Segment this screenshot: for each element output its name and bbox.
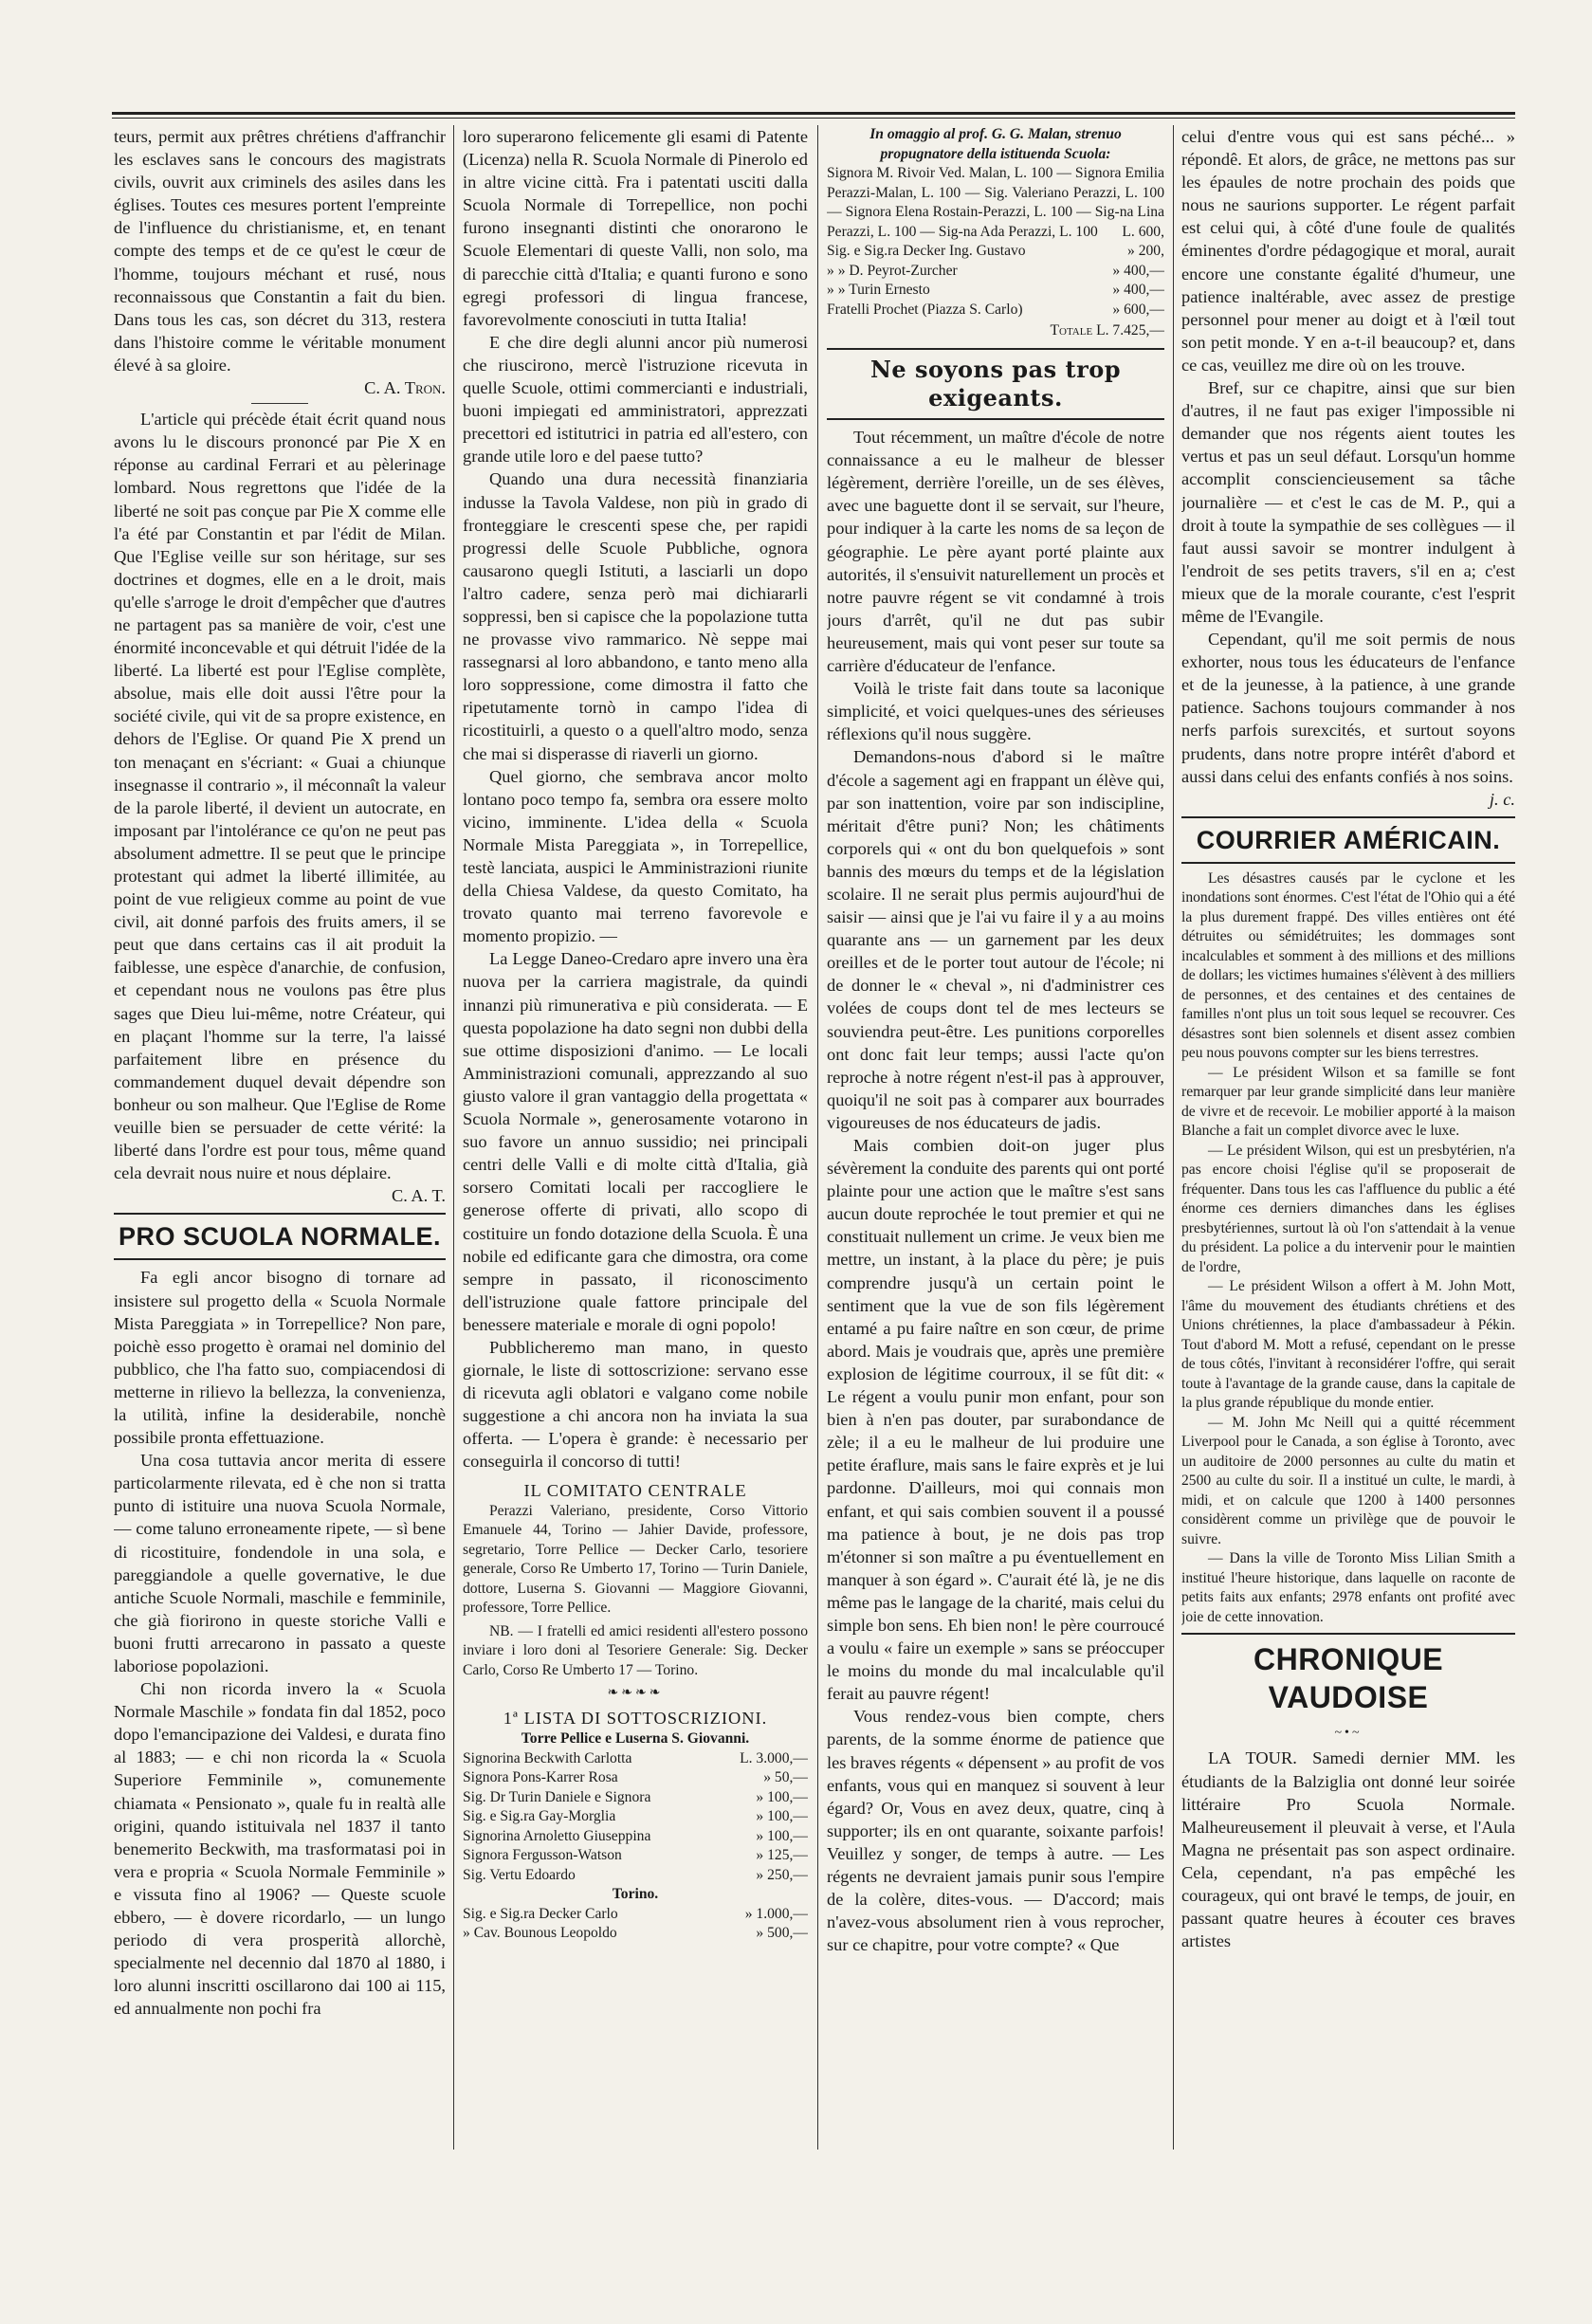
column-rule-3 — [1173, 125, 1174, 2150]
paragraph: LA TOUR. Samedi dernier MM. les étudiants de la Balziglia ont donné leur soirée littéraire Pro Scuola Normale. Malheureusement il pleuvait à verse, et l'Aula Magna ne présentait pas son aspect ordinaire. Cela, cependant, n'a pas empêché les courageux, qui ont bravé le temps, de jouir, en passant quatre heures à écouter ces braves artistes — [1181, 1748, 1515, 1951]
committee-title: IL COMITATO CENTRALE — [523, 1480, 747, 1500]
list-entry: Fratelli Prochet (Piazza S. Carlo) — [827, 301, 1023, 318]
list-subtitle: Torino. — [612, 1886, 659, 1903]
list-row — [463, 1924, 808, 1944]
list-row — [463, 1768, 808, 1788]
list-amount: L. 600, — [1122, 223, 1164, 240]
list-row — [463, 1846, 808, 1866]
list-row — [827, 281, 1164, 301]
paragraph: Una cosa tuttavia ancor merita di essere particolarmente rilevata, ed è che non si tratta punto di istituire una nuova Scuola Normale, — come taluno erroneamente ripete, — sì bene di ricostituire, fondendole in una sola, e pareggiandole a quelle governative, le due antiche Scuole Normali, maschile e femminile, che già fiorirono in queste storiche Valli e buoni frutti arrecarono in passato a queste laboriose popolazioni. — [114, 1451, 446, 1675]
paragraph: Mais combien doit-on juger plus sévèrement la conduite des parents qui ont porté plainte pour une action que le maître s'est sans aucun doute reprochée le tout premier et qui ne constituait nullement un crime. Je veux bien me mettre, un instant, à la place du père; je puis comprendre jusqu'à un certain point le sentiment que la vue de son fils légèrement entamé a pu faire naître en son cœur, de prime abord. Mais je voudrais que, après une première explosion de légitime courroux, il se fût dit: « Le régent a voulu punir mon enfant, pour son bien à n'en pas douter, par surabondance de zèle; il a eu le malheur de lui produire une petite éraflure, mais sans le faire exprès et je lui pardonne. D'ailleurs, moi qui connais mon enfant, et qui sais combien souvent il a poussé ma patience à bout, je ne dois pas trop m'étonner si son maître a pu éventuellement en manquer à son égard ». C'aurait été là, je ne dis même pas le langage de la charité, mais celui du simple bon sens. Eh bien non! le père courroucé a voulu « faire un exemple » sans se préoccuper le moins du monde du mal incalculable qu'il ferait au pauvre régent! — [827, 1136, 1164, 1704]
article-constantin-end: teurs, permit aux prêtres chrétiens d'affranchir les esclaves sans le concours des magistrats civils, ouvrit aux criminels des asiles dans les églises. Toutes ces mesures portent l'empreinte de l'influence du christianisme, et, en tenant compte des temps et de ce qu'est le cœur de l'homme, toujours méchant et rusé, nous reconnaissous que Constantin a fait du bien. Dans tous les cas, son décret du 313, restera dans l'histoire comme le véritable monument élevé à sa gloire. — [114, 127, 446, 375]
paragraph: La Legge Daneo-Credaro apre invero una èra nuova per la carriera magistrale, da quindi innanzi più rimunerativa e più considerata. — E questa popolazione ha dato segni non dubbi della sue ottime disposizioni d'animo. — Le locali Amministrazioni comunali, apprezzando al suo giusto valore il gran vantaggio della progettata « Scuola Normale », generosamente votarono in suo favore un annuo sussidio; nei principali centri delle Valli e di molte città d'Italia, già sorsero Comitati locali per raccogliere le generose offerte di privati, allo scopo di costituire un fondo dotazione della Scuola. È una nobile ed edificante gara che dimostra, ora come sempre in passato, il riconoscimento dell'istruzione quale fattore principale del benessere materiale e morale di ogni popolo! — [463, 949, 808, 1334]
heading-ne-soyons-pas: Ne soyons pas trop exigeants. — [869, 356, 1122, 412]
paragraph: loro superarono felicemente gli esami di Patente (Licenza) nella R. Scuola Normale di Pinerolo ed in altre vicine città. Fra i patentati usciti dalla Scuola Normale di Torrepellice, non pochi furono insegnanti distinti che onorarono le Scuole Elementari di queste Valli, non solo, ma di parecchie città d'Italia; e quanti furono e sono egregi professori di lingua francese, favorevolmente conosciuti in tutta Italia! — [463, 127, 808, 329]
subscription-list-2 — [463, 1905, 808, 1944]
paragraph: Tout récemment, un maître d'école de notre connaissance a eu le malheur de blesser légèrement, derrière l'oreille, un de ses élèves, avec une baguette dont il se servait, sur l'heure, pour indiquer à la carte les noms de sa leçon de géographie. Le père ayant porté plainte aux autorités, il s'ensuivit naturellement un procès et notre pauvre régent se vit condamné à trois jours d'arrêt, qu'il ne dut pas subir heureusement, mais qui vont peser sur toute sa carrière d'éducateur de l'enfance. — [827, 428, 1164, 676]
paragraph: Pubblicheremo man mano, in questo giornale, le liste di sottoscrizione: servano esse di ricevuta agli oblatori e valgano come nobile suggestione a chi ancora non ha inviata la sua offerta. — L'opera è grande: è necessario per conseguirla il concorso di tutti! — [463, 1337, 808, 1472]
heading-courrier-americain: COURRIER AMÉRICAIN. — [1196, 825, 1501, 854]
list-entry: Sig. Vertu Edoardo — [463, 1866, 576, 1883]
list-entry: Signorina Arnoletto Giuseppina — [463, 1827, 651, 1844]
list-amount: » 400,— — [1112, 282, 1164, 298]
list-row — [463, 1749, 808, 1769]
list-amount: » 125,— — [756, 1847, 808, 1864]
signature: C. A. Tron. — [364, 378, 446, 398]
heading-chronique-vaudoise: CHRONIQUE VAUDOISE — [1253, 1642, 1444, 1715]
divider — [114, 1213, 446, 1215]
list-entry: Signora Fergusson-Watson — [463, 1847, 622, 1864]
paragraph: Vous rendez-vous bien compte, chers parents, de la somme énorme de patience que les braves régents « dépensent » au profit de vos enfants, vous qui en manquez si souvent à leur égard? Or, Vous en avez deux, quatre, cinq à supporter; ils en ont quarante, soixante parfois! Veuillez y songer, de temps à autre. — Les régents ne devraient jamais punir sous l'empire de la colère, dites-vous. — D'accord; mais n'avez-vous absolument rien à vous reprocher, sur ce chapitre, pour votre compte? « Que — [827, 1707, 1164, 1955]
column-1 — [114, 125, 446, 2154]
article-pie-x: L'article qui précède était écrit quand nous avons lu le discours prononcé par Pie X en réponse au cardinal Ferrari et au pèlerinage lombard. Nous regrettons que l'idée de la liberté ne soit pas conçue par Pie X comme elle l'a été par Constantin et par l'édit de Milan. Que l'Eglise veille sur son héritage, sur ses doctrines et dogmes, elle en a le droit, mais qu'elle s'arroge le droit d'empêcher que d'autres ne partagent pas sa manière de voir, c'est une énormité inconcevable et qui détruit l'idée de la liberté. La liberté est pour l'Eglise complète, absolue, mais elle doit aussi l'être pour la société civile, qui vit de sa propre existence, en dehors de l'Eglise. Or quand Pie X prend un ton menaçant en s'écriant: « Guai a chiunque insegnasse il contrario », il méconnaît la valeur de la parole liberté, il devient un autocrate, en imposant par l'intolérance ce qu'on ne peut pas absolument admettre. Il se peut que le principe protestant qui admet la liberté illimitée, au point de vue religieux comme au point de vue civil, ait donné parfois des fruits amers, il se peut que dans certains cas il ait produit la faiblesse, une espèce d'anarchie, de confusion, et cependant nous ne voulons pas être plus sages que Dieu lui-même, notre Créateur, qui en plaçant l'homme sur la terre, l'a laissé parfaitement libre en présence du commandement duquel devait dépendre son bonheur ou son malheur. Que l'Eglise de Rome veuille bien se persuader de cette vérité: la liberté dans l'ordre est pour tous, même quand cela devrait nous nuire et nous déplaire. — [114, 410, 446, 1183]
list-entry: » » D. Peyrot-Zurcher — [827, 262, 958, 279]
list-row — [827, 301, 1164, 320]
column-3 — [827, 125, 1164, 2154]
committee-members: Perazzi Valeriano, presidente, Corso Vittorio Emanuele 44, Torino — Jahier Davide, professore, segretario, Torre Pellice — Decker Carlo, tesoriere generale, Corso Re Umberto 17, Torino — Turin Daniele, dottore, Luserna S. Giovanni — Maggiore Giovanni, professore, Torre Pellice. — [463, 1502, 808, 1617]
list-row — [463, 1807, 808, 1827]
paragraph: Demandons-nous d'abord si le maître d'école a sagement agi en frappant un élève qui, par son inattention, voire par son indiscipline, méritait d'être puni? Non; les châtiments corporels qui « ont du bon quelquefois » sont bannis des mœurs du temps et de la législation scolaire. Il ne serait plus permis aujourd'hui de saisir — ainsi que je l'ai vu faire il y a au moins quarante ans — un garnement par les deux oreilles et de le porter tout autour de l'école; ni de donner le « cheval », ni d'administrer ces volées de coups dont tel de mes lecteurs se souviendra peut-être. Les punitions corporelles ont donc fait leur temps; aussi l'acte qu'on reproche à notre régent n'est-il pas à approuver, quoiqu'il ne soit pas à comparer aux bourrades vigoureuses de nos éducateurs de jadis. — [827, 747, 1164, 1132]
paragraph: Quel giorno, che sembrava ancor molto lontano poco tempo fa, sembra ora essere molto vicino, imminente. L'idea della « Scuola Normale Mista Pareggiata », in Torrepellice, testè lanciata, auspici le Amministrazioni riunite della Chiesa Valdese, da questo Comitato, ha trovato quanto mai terreno favorevole e momento propizio. — — [463, 766, 808, 946]
list-subtitle: Torre Pellice e Luserna S. Giovanni. — [521, 1730, 750, 1748]
paragraph: Voilà le triste fait dans toute sa laconique simplicité, et voici quelques-unes des sérieuses réflexions qu'il nous suggère. — [827, 679, 1164, 744]
paragraph: Cependant, qu'il me soit permis de nous exhorter, nous tous les éducateurs de l'enfance et de la jeunesse, à la patience, à une grande patience. Sachons toujours commander à nos nerfs parfois surexcités, et surtout soyons prudents, dans notre propre intérêt d'abord et aussi dans celui des enfants confiés à nos soins. — [1181, 630, 1515, 786]
list-entry: Signora M. Rivoir Ved. Malan, L. 100 — Signora Emilia Perazzi-Malan, L. 100 — Sig. Valeriano Perazzi, L. 100 — Signora Elena Rostain-Perazzi, L. 100 — Sig-na Lina Perazzi, L. 100 — Sig-na Ada Perazzi, L. 100 — [827, 165, 1164, 240]
paragraph: celui d'entre vous qui est sans péché... » répondê. Et alors, de grâce, ne mettons pas sur les épaules de notre prochain des poids que nous ne saurions supporter. Le régent parfait est celui qui, à côté d'une foule de qualités éminentes d'ordre pédagogique et moral, aurait encore une constante égalité d'humeur, une patience inaltérable, avec assez de prestige personnel pour mener au doigt et à l'œil tout son petit monde. Y en a-t-il beaucoup? et, dans ce cas, veuillez me dire où on les trouve. — [1181, 127, 1515, 375]
nota-bene: NB. — I fratelli ed amici residenti all'estero possono inviare i loro doni al Tesoriere Generale: Sig. Decker Carlo, Corso Re Umberto 17 — Torino. — [463, 1622, 808, 1678]
list-total: Totale L. 7.425,— — [1050, 322, 1164, 339]
list-entry: Sig. e Sig.ra Gay-Morglia — [463, 1808, 616, 1825]
list-entry: Signora Pons-Karrer Rosa — [463, 1769, 618, 1786]
list-entry: Sig. e Sig.ra Decker Ing. Gustavo — [827, 243, 1026, 259]
list-entry: Sig. e Sig.ra Decker Carlo — [463, 1905, 618, 1922]
paragraph: Bref, sur ce chapitre, ainsi que sur bien d'autres, il ne faut pas exiger l'impossible ni demander que nos régents aient toutes les vertus et pas un seul défaut. Lorsqu'un homme accomplit consciencieusement sa tâche journalière — et c'est le cas de M. P., qui a droit à toute la sympathie de ses collègues — il faut aussi savoir se montrer indulgent à l'endroit de ses petits travers, s'il en a; c'est mieux que de la morale courante, c'est l'esprit même de l'Evangile. — [1181, 378, 1515, 626]
list-entry: Signorina Beckwith Carlotta — [463, 1749, 632, 1766]
list-row — [463, 1905, 808, 1925]
divider — [251, 403, 308, 404]
divider — [827, 418, 1164, 420]
list-entry: » Cav. Bounous Leopoldo — [463, 1925, 617, 1942]
list-amount: L. 3.000,— — [740, 1749, 808, 1766]
list-title: 1ª LISTA DI SOTTOSCRIZIONI. — [503, 1709, 768, 1729]
subscription-list-3-text — [827, 164, 1164, 242]
heading-pro-scuola-normale: PRO SCUOLA NORMALE. — [119, 1222, 441, 1252]
list-amount: » 500,— — [756, 1925, 808, 1942]
list-amount: » 100,— — [756, 1827, 808, 1844]
signature: C. A. T. — [391, 1186, 446, 1206]
list-row — [463, 1788, 808, 1808]
paragraph: Les désastres causés par le cyclone et les inondations sont énormes. C'est l'état de l'Ohio qui a été la plus durement frappé. Des villes entières ont été détruites ou sémidétruites; les dommages sont incalculables et somment à des millions et des millions de dollars; les victimes humaines s'élèvent à des milliers de personnes, et des centaines et des centaines de familles n'ont plus un toit sous lequel se recouvrer. Ces désastres sont bien solennels et disent assez combien peu nous pouvons compter sur les biens terrestres. — [1181, 869, 1515, 1062]
signature: j. c. — [1489, 789, 1515, 809]
paragraph: — Le président Wilson et sa famille se font remarquer par leur grande simplicité dans leur manière de vivre et de recevoir. Le mobilier apporté à la maison Blanche a fait un complet divorce avec le luxe. — [1181, 1064, 1515, 1140]
dedication: In omaggio al prof. G. G. Malan, strenuo propugnatore della istituenda Scuola: — [869, 126, 1122, 162]
divider — [1181, 862, 1515, 864]
subscription-list-1 — [463, 1749, 808, 1886]
list-entry: » » Turin Ernesto — [827, 282, 930, 298]
paragraph: Fa egli ancor bisogno di tornare ad insistere sul progetto della « Scuola Normale Mista Pareggiata » in Torrepellice? Non pare, poichè esso progetto è oramai nel dominio del pubblico, che l'ha fatto suo, compiacendosi di metterne in rilievo la bellezza, la convenienza, la utilità, infine la desiderabile, nonchè possibile pronta effettuazione. — [114, 1268, 446, 1448]
list-amount: » 100,— — [756, 1788, 808, 1805]
paragraph: E che dire degli alunni ancor più numerosi che riuscirono, mercè l'istruzione ricevuta in quelle Scuole, ottimi commercianti e industriali, buoni impiegati ed amministratori, apprezzati precettori ed istitutrici in patria ed all'estero, con grande utile loro e del paese tutto? — [463, 332, 808, 467]
list-amount: » 50,— — [763, 1769, 808, 1786]
paragraph: — M. John Mc Neill qui a quitté récemment Liverpool pour le Canada, a son église à Toronto, avec un auditoire de 2000 personnes au culte du matin et 2500 au culte du soir. Il a institué un culte, le mardi, à midi, et on calcule que 1200 à 1400 personnes considèrent comme un privilège que de pouvoir le suivre. — [1181, 1414, 1515, 1547]
list-amount: » 1.000,— — [744, 1905, 808, 1922]
ornament: ~•~ — [1334, 1726, 1363, 1741]
paragraph: — Dans la ville de Toronto Miss Lilian Smith a institué l'heure historique, dans laquelle on raconte de petits faits aux enfants; 2978 enfants ont profité avec joie de cette innovation. — [1181, 1550, 1515, 1625]
list-row — [827, 242, 1164, 262]
paragraph: — Le président Wilson a offert à M. John Mott, l'âme du mouvement des étudiants chrétiens et des Unions chrétiennes, la place d'ambassadeur à Pékin. Tout d'abord M. Mott a refusé, cependant on le presse de tous côtés, l'invitant à reconsidérer l'offre, qui serait toute à l'avantage de la grande cause, dans la capitale de la plus grande république du monde entier. — [1181, 1278, 1515, 1412]
divider — [1181, 816, 1515, 818]
paragraph: — Le président Wilson, qui est un presbytérien, n'a pas encore choisi l'église qu'il se proposerait de fréquenter. Dans tous les cas l'affluence du public a été énorme ces derniers dimanches dans les églises presbytériennes, surtout là où l'on s'attendait à la venue du président. La police a du intervenir pour le maintien de l'ordre, — [1181, 1142, 1515, 1275]
list-amount: » 400,— — [1112, 262, 1164, 279]
column-2 — [463, 125, 808, 2154]
header-rule-thin — [112, 118, 1515, 119]
list-row — [827, 262, 1164, 282]
column-rule-2 — [817, 125, 818, 2150]
header-rule — [112, 112, 1515, 115]
divider — [827, 348, 1164, 350]
list-row — [463, 1827, 808, 1847]
divider — [114, 1258, 446, 1260]
paragraph: Quando una dura necessità finanziaria indusse la Tavola Valdese, non più in grado di fronteggiare le crescenti spese che, per rapidi progressi delle Scuole Pubbliche, ognora causarono quegli Istituti, a lasciarli un dopo l'altro cadere, senza però mai dichiararli soppressi, ben si capisce che la popolazione tutta ne provasse vivo rammarico. Nè seppe mai rassegnarsi al loro abbandono, e tanto meno alla loro soppressione, come dimostra il fatto che ripetutamente tornò in campo l'idea di ricostituirli, a questo o a quell'altro modo, senza che mai si disperasse di riaverli un giorno. — [463, 469, 808, 763]
list-amount: » 250,— — [756, 1866, 808, 1883]
list-row — [463, 1866, 808, 1886]
divider — [1181, 1633, 1515, 1635]
list-amount: » 600,— — [1112, 301, 1164, 318]
column-4 — [1181, 125, 1515, 2154]
column-rule-1 — [453, 125, 454, 2150]
list-entry: Sig. Dr Turin Daniele e Signora — [463, 1788, 651, 1805]
paragraph: Chi non ricorda invero la « Scuola Normale Maschile » fondata fin dal 1852, poco dopo l'emancipazione dei Valdesi, e durata fino al 1883; — e chi non ricorda la « Scuola Superiore Femminile », comunemente chiamata « Pensionato », quale fu in realtà alle origini, quando istituivala nel 1837 il tanto benemerito Beckwith, ma trasformatasi poi in vera e propria « Scuola Normale Femminile » e vissuta fino al 1906? — Queste scuole ebbero, — è dovere ricordarlo, — un lungo periodo di vera prosperità allorchè, specialmente nel decennio dal 1870 al 1880, i loro alunni inscritti oscillarono dai 100 ai 115, ed annualmente non pochi fra — [114, 1679, 446, 2019]
subscription-list-3 — [827, 242, 1164, 320]
list-amount: » 100,— — [756, 1808, 808, 1825]
list-amount: » 200, — [1127, 243, 1164, 259]
ornament: ❧❧❧❧ — [607, 1686, 664, 1701]
